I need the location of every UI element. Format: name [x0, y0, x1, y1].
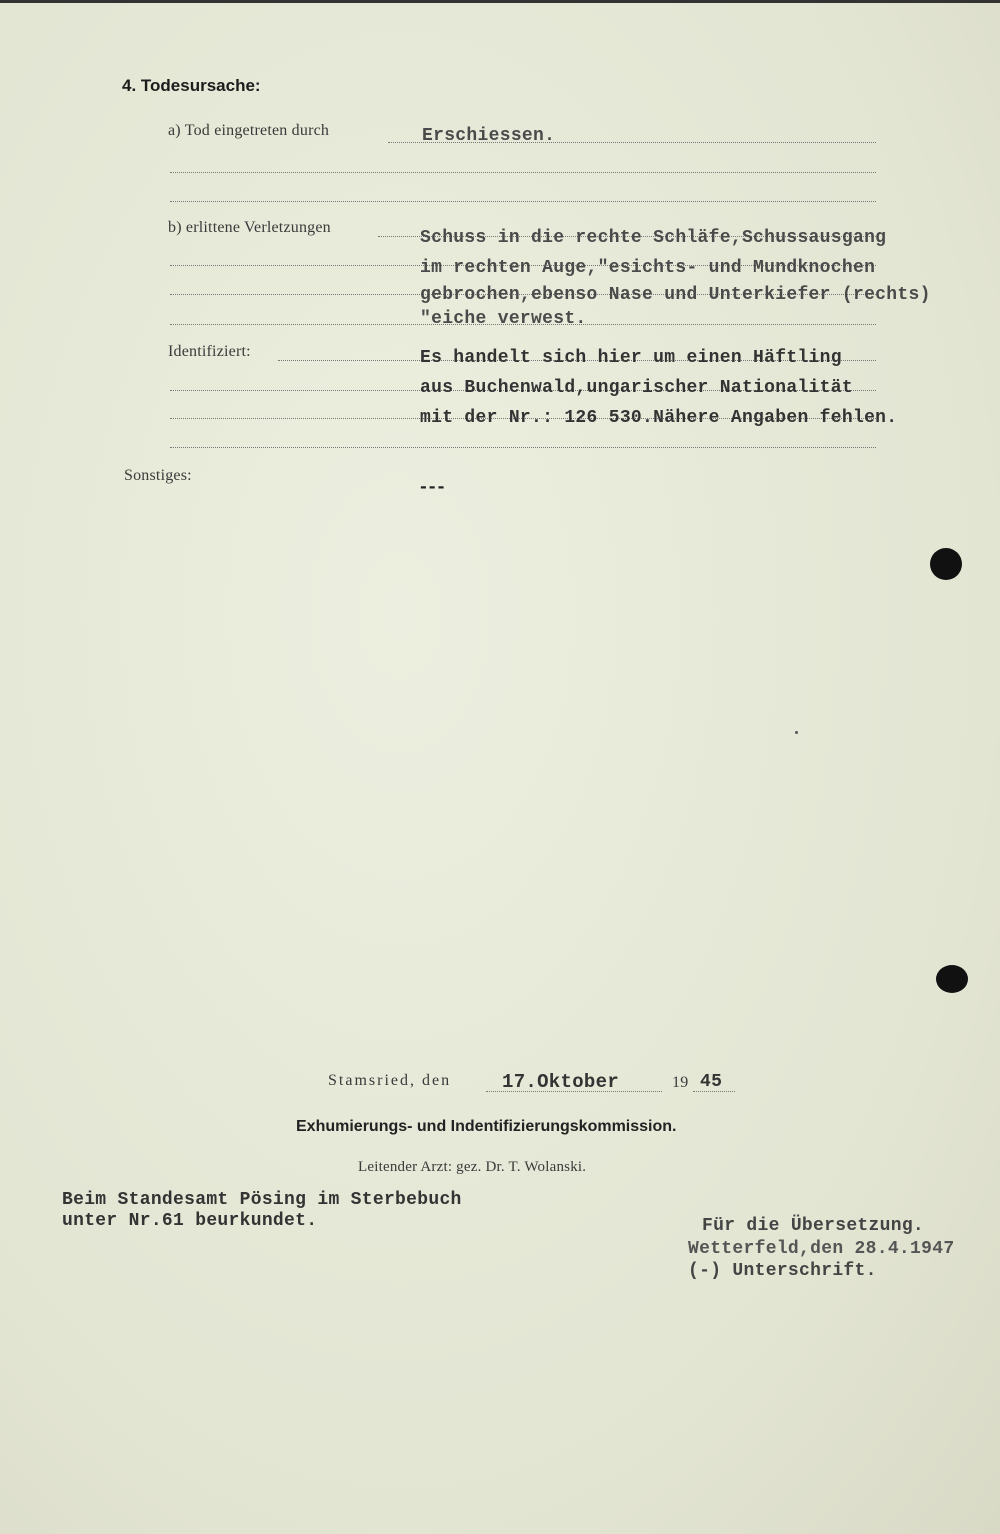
dotted-line: [693, 1091, 735, 1092]
commission-title: Exhumierungs- und Indentifizierungskommission.: [296, 1118, 677, 1135]
dotted-line: [170, 201, 876, 202]
dotted-line: [170, 447, 876, 448]
injuries-label: b) erlittene Verletzungen: [168, 219, 331, 236]
injuries-line: Schuss in die rechte Schläfe,Schussausgang: [420, 228, 887, 248]
page-top-edge: [0, 0, 1000, 3]
ink-blot: [936, 965, 968, 993]
injuries-line: gebrochen,ebenso Nase und Unterkiefer (rechts): [420, 285, 931, 305]
misc-value: ---: [418, 478, 445, 498]
identified-line: mit der Nr.: 126 530.Nähere Angaben fehlen.: [420, 408, 898, 428]
identified-line: Es handelt sich hier um einen Häftling: [420, 348, 842, 368]
cause-value: Erschiessen.: [422, 126, 556, 146]
translation-line: (-) Unterschrift.: [688, 1261, 877, 1281]
identified-line: aus Buchenwald,ungarischer Nationalität: [420, 378, 853, 398]
cause-label: a) Tod eingetreten durch: [168, 122, 330, 139]
identified-label: Identifiziert:: [168, 343, 251, 360]
injuries-line: im rechten Auge,"esichts- und Mundknochen: [420, 258, 876, 278]
year-prefix: 19: [672, 1074, 689, 1091]
misc-label: Sonstiges:: [124, 467, 192, 484]
registry-line: Beim Standesamt Pösing im Sterbebuch: [62, 1190, 462, 1210]
year-suffix: 45: [700, 1072, 723, 1092]
translation-line: Für die Übersetzung.: [702, 1216, 925, 1236]
translation-line: Wetterfeld,den 28.4.1947: [688, 1239, 955, 1259]
section-heading: 4. Todesursache:: [122, 76, 261, 95]
registry-line: unter Nr.61 beurkundet.: [62, 1211, 318, 1231]
injuries-line: "eiche verwest.: [420, 309, 587, 329]
date-typed: 17.Oktober: [502, 1071, 620, 1093]
ink-speck: [795, 731, 798, 734]
doctor-signature: Leitender Arzt: gez. Dr. T. Wolanski.: [358, 1159, 587, 1175]
place-prefix: Stamsried, den: [328, 1072, 452, 1089]
dotted-line: [170, 172, 876, 173]
ink-blot: [930, 548, 962, 580]
